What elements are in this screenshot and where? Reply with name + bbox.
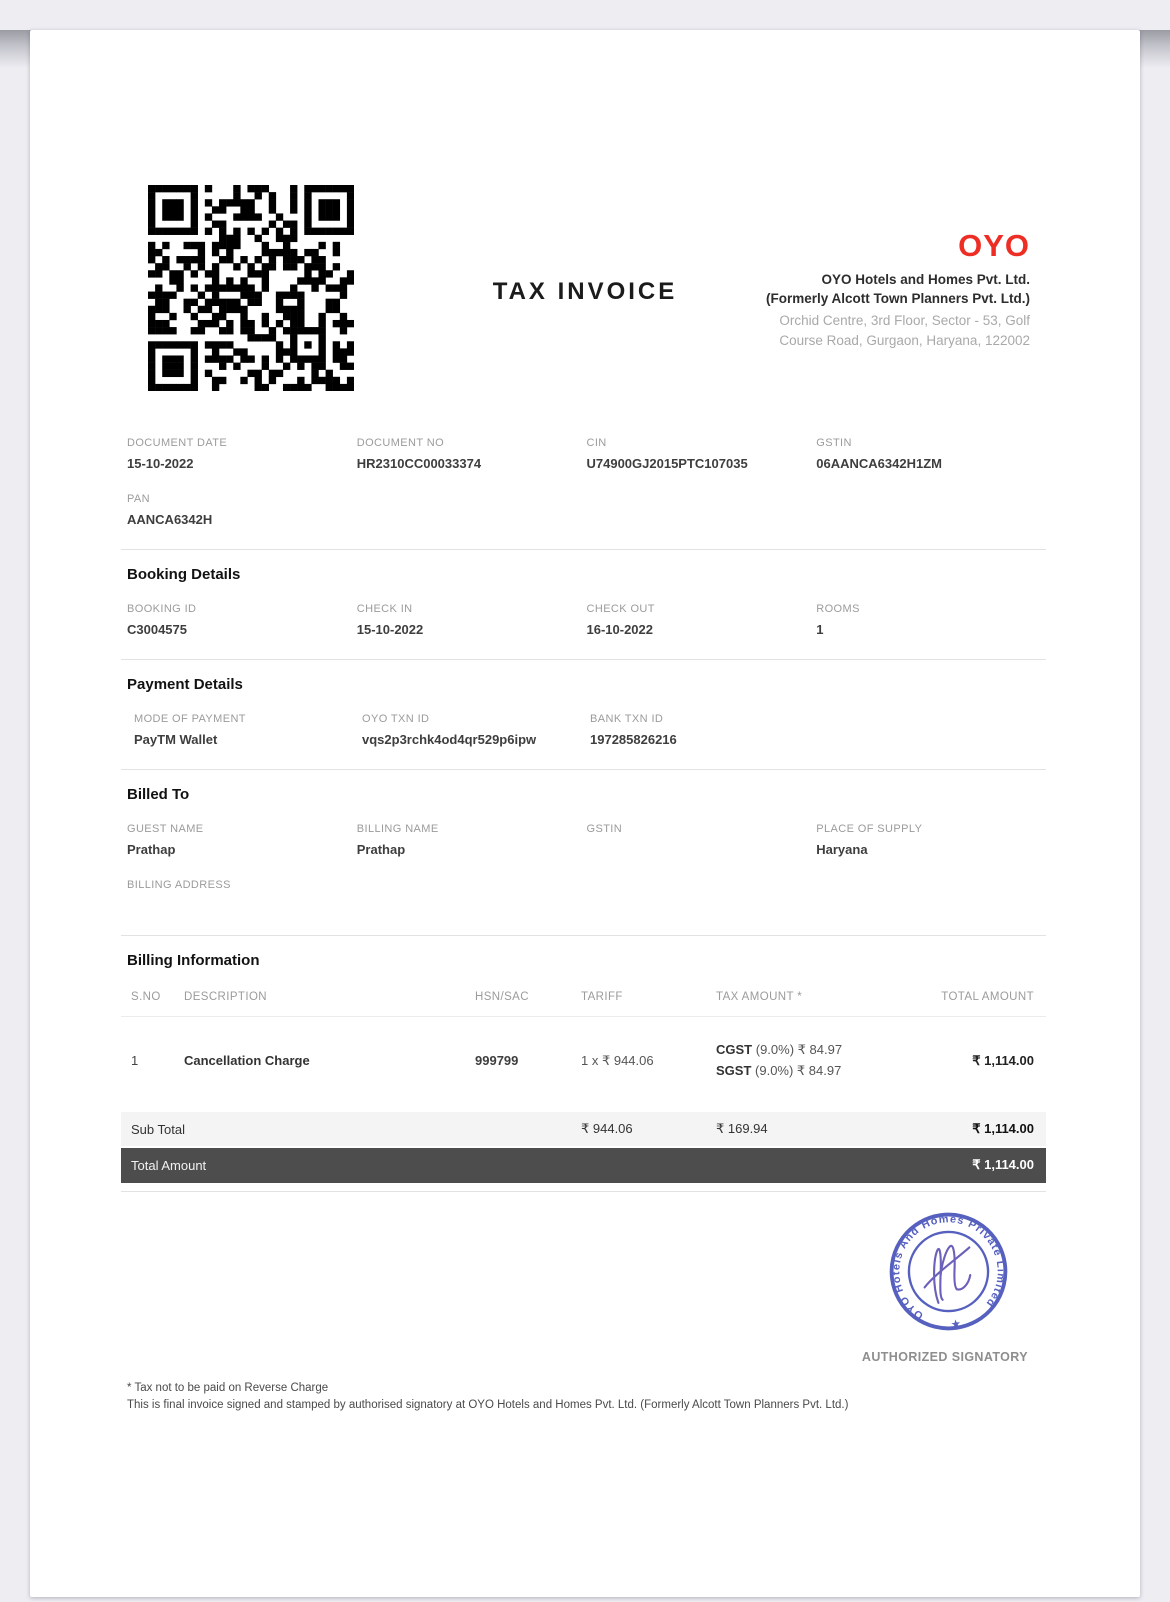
footnote-reverse-charge: * Tax not to be paid on Reverse Charge (127, 1382, 329, 1394)
field-document-date: DOCUMENT DATE 15-10-2022 (127, 437, 228, 471)
company-block (766, 230, 1030, 351)
signature-block (121, 1192, 1046, 1364)
subtotal-tariff: ₹ 944.06 (581, 1121, 633, 1136)
payment-details-heading: Payment Details (127, 676, 243, 693)
subtotal-tax: ₹ 169.94 (716, 1121, 768, 1136)
booking-details-grid (121, 603, 1046, 659)
row-total: ₹ 1,114.00 (972, 1052, 1034, 1068)
cgst-line: CGST (9.0%) ₹ 84.97 (716, 1042, 843, 1057)
authorized-signatory-label: AUTHORIZED SIGNATORY (861, 1350, 1028, 1364)
subtotal-total: ₹ 1,114.00 (972, 1121, 1034, 1136)
sgst-line: SGST (9.0%) ₹ 84.97 (716, 1063, 842, 1078)
col-sno: S.NO (131, 991, 161, 1003)
footnotes (121, 1380, 1046, 1414)
field-check-out: CHECK OUT 16-10-2022 (586, 603, 655, 637)
field-billing-name: BILLING NAME Prathap (356, 823, 439, 857)
subtotal-label: Sub Total (131, 1121, 185, 1137)
invoice-page (30, 30, 1140, 1597)
row-description: Cancellation Charge (184, 1053, 310, 1068)
booking-details-heading: Booking Details (127, 566, 241, 583)
field-gstin: GSTIN 06AANCA6342H1ZM (816, 437, 942, 471)
total-label: Total Amount (131, 1157, 207, 1173)
field-oyo-txn-id: OYO TXN ID vqs2p3rchk4od4qr529p6ipw (362, 713, 537, 747)
booking-details-section (121, 549, 1046, 659)
footnote-final-invoice: This is final invoice signed and stamped by authorised signatory at OYO Hotels and Homes Pvt. Ltd. (Formerly Alcott Town Planners Pvt. Ltd.) (127, 1399, 849, 1411)
field-mode-of-payment: MODE OF PAYMENT PayTM Wallet (134, 713, 246, 747)
row-sno: 1 (131, 1053, 139, 1068)
document-details (121, 437, 1046, 549)
field-bank-txn-id: BANK TXN ID 197285826216 (590, 713, 677, 747)
company-address-line1: Orchid Centre, 3rd Floor, Sector - 53, Golf (779, 313, 1030, 328)
invoice-header (30, 30, 1140, 437)
company-address (766, 311, 1030, 351)
billed-to-grid (121, 823, 1046, 935)
field-check-in: CHECK IN 15-10-2022 (356, 603, 424, 637)
field-rooms: ROOMS 1 (816, 603, 860, 637)
row-tariff: 1 x ₹ 944.06 (581, 1052, 654, 1068)
stamp-star-icon: ★ (950, 1318, 962, 1332)
field-pan: PAN AANCA6342H (127, 493, 213, 527)
field-guest-name: GUEST NAME Prathap (127, 823, 204, 857)
billed-to-section (121, 769, 1046, 935)
col-total-amount: TOTAL AMOUNT (941, 991, 1034, 1003)
company-name-line1: OYO Hotels and Homes Pvt. Ltd. (821, 272, 1030, 287)
company-name-line2: (Formerly Alcott Town Planners Pvt. Ltd.) (765, 291, 1030, 306)
stamp-text: OYO Hotels And Homes Private Limited (890, 1213, 1007, 1322)
payment-details-grid (121, 713, 1046, 769)
col-hsn: HSN/SAC (475, 991, 529, 1003)
field-booking-id: BOOKING ID C3004575 (127, 603, 197, 637)
total-value: ₹ 1,114.00 (972, 1157, 1034, 1172)
subtotal-row (121, 1112, 1046, 1146)
billed-to-heading: Billed To (127, 786, 190, 803)
payment-details-section (121, 659, 1046, 769)
col-description: DESCRIPTION (184, 991, 267, 1003)
col-tax-amount: TAX AMOUNT * (716, 991, 803, 1003)
billing-information-heading: Billing Information (127, 952, 260, 969)
field-billing-address: BILLING ADDRESS (127, 879, 231, 891)
page-title: TAX INVOICE (492, 278, 678, 305)
company-stamp-icon (881, 1204, 1016, 1344)
total-amount-row (121, 1148, 1046, 1183)
row-tax-amount (716, 1037, 891, 1084)
table-row (121, 1017, 1046, 1106)
field-place-of-supply: PLACE OF SUPPLY Haryana (816, 823, 923, 857)
col-tariff: TARIFF (581, 991, 623, 1003)
billing-information-section (121, 935, 1046, 1192)
billing-table-header (121, 989, 1046, 1017)
oyo-logo-icon: OYO (958, 228, 1030, 263)
field-document-no: DOCUMENT NO HR2310CC00033374 (356, 437, 482, 471)
field-cin: CIN U74900GJ2015PTC107035 (586, 437, 748, 471)
company-address-line2: Course Road, Gurgaon, Haryana, 122002 (779, 333, 1030, 348)
row-hsn: 999799 (475, 1053, 519, 1068)
invoice-content (121, 437, 1046, 1414)
field-billed-gstin: GSTIN (586, 823, 623, 835)
